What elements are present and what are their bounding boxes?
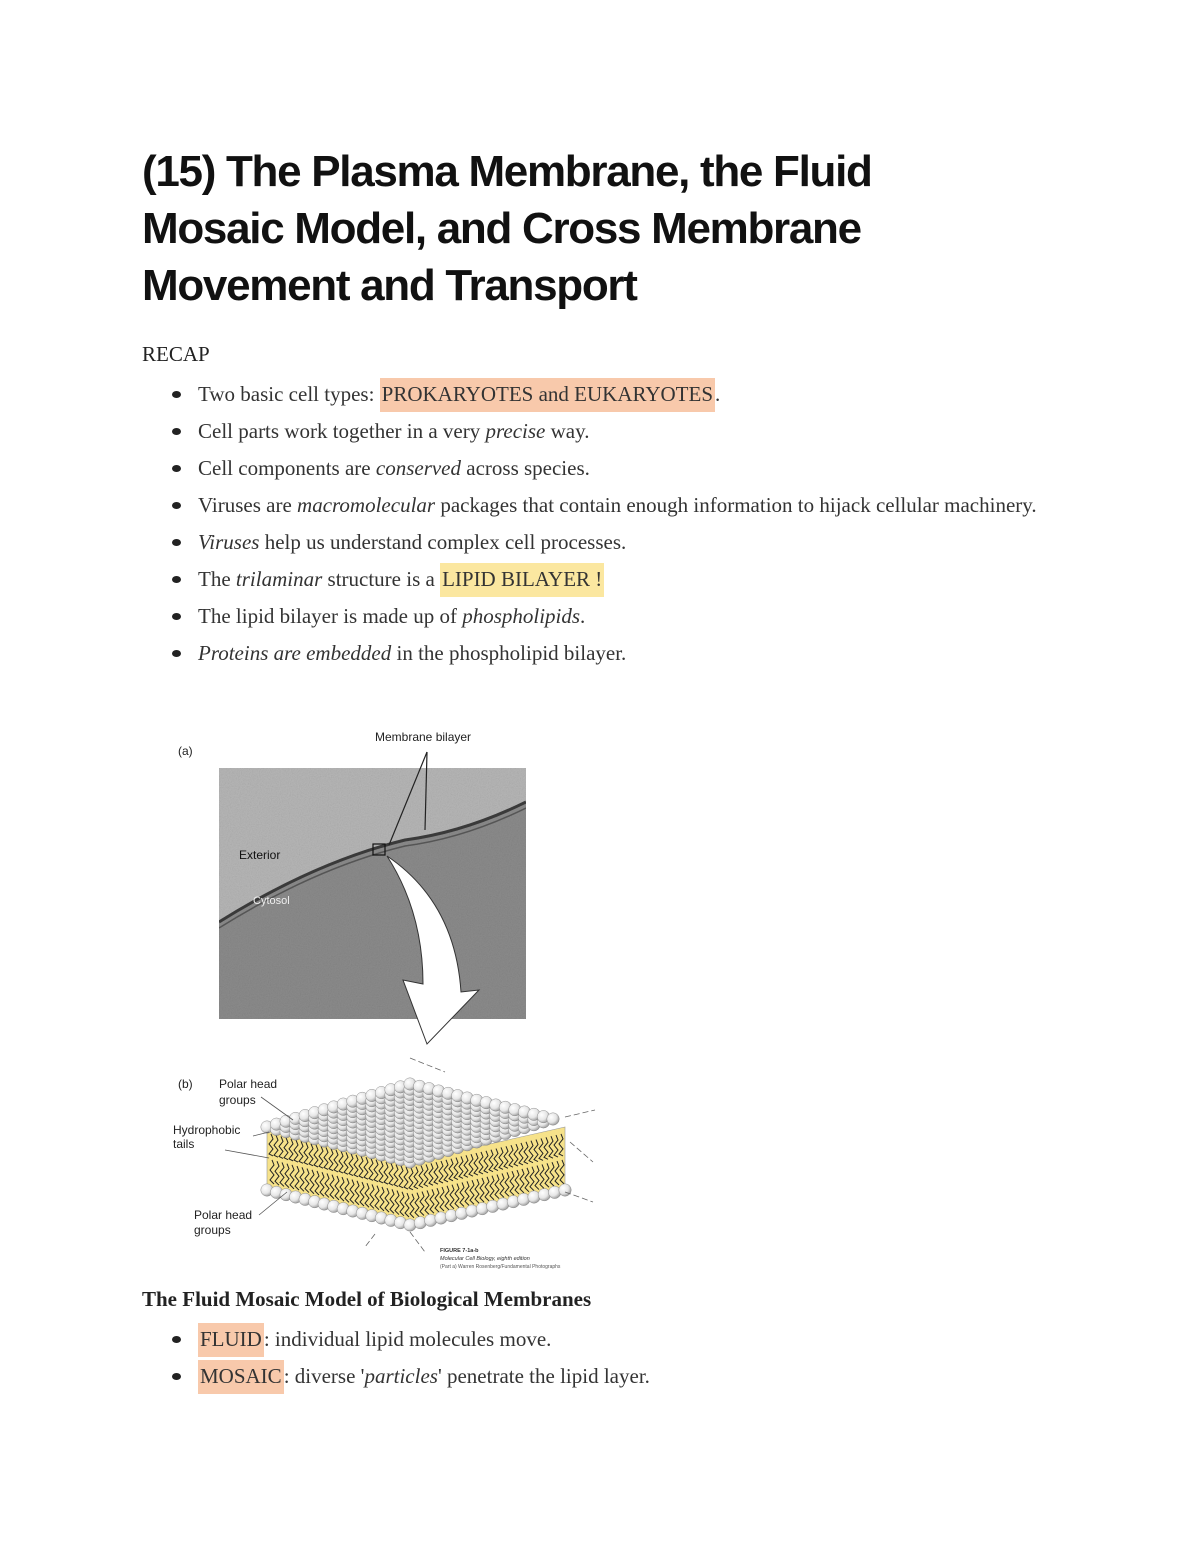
emphasis-text: conserved [375,456,462,480]
list-item-text: : diverse ' [283,1364,365,1388]
list-item-text: Cell components are [198,456,376,480]
list-item [198,524,1058,561]
list-item-text: packages that contain enough information to hijack cellular machinery. [435,493,1037,517]
list-item-text: in the phospholipid bilayer. [391,641,627,665]
highlight-lipid-bilayer: LIPID BILAYER ! [440,563,604,597]
list-item-text: Cell parts work together in a very [198,419,486,443]
figure-caption-1: FIGURE 7-1a-b [440,1248,479,1254]
membrane-bilayer-label: Membrane bilayer [375,730,472,744]
bilayer-block [261,1078,571,1231]
list-item [198,561,1058,598]
title-line-3: Movement and Transport [142,261,637,310]
list-item [198,635,1058,672]
label-a: (a) [178,744,193,758]
list-item [198,450,1058,487]
polar-head-top-label: Polar head [219,1077,278,1091]
page-title [142,143,1042,314]
section-heading: The Fluid Mosaic Model of Biological Membranes [142,1287,592,1311]
emphasis-text: precise [485,419,546,443]
list-item-text: structure is a [322,567,441,591]
highlight-mosaic: MOSAIC [198,1360,284,1394]
list-item-text: . [715,382,721,406]
list-item [198,413,1058,450]
emphasis-text: particles [364,1364,438,1388]
emphasis-text: Viruses [198,530,260,554]
highlight-fluid: FLUID [198,1323,264,1357]
list-item-text: The lipid bilayer is made up of [198,604,463,628]
list-item-text: Viruses are [198,493,298,517]
polar-head-bottom-label-2: groups [194,1223,231,1237]
list-item-text: ' penetrate the lipid layer. [437,1364,650,1388]
polar-head-bottom-label: Polar head [194,1208,253,1222]
title-line-2: Mosaic Model, and Cross Membrane [142,204,861,253]
fluid-mosaic-list [198,1321,1058,1395]
exterior-label: Exterior [239,848,281,862]
lipid-head [559,1184,571,1196]
list-item-text: across species. [461,456,590,480]
list-item-text: help us understand complex cell processes. [259,530,627,554]
label-b: (b) [178,1077,193,1091]
list-item-text: way. [545,419,590,443]
emphasis-text: macromolecular [297,493,436,517]
membrane-figure [165,722,605,1282]
figure-caption-2: Molecular Cell Biology, eighth edition [440,1256,530,1262]
highlight-cell-types: PROKARYOTES and EUKARYOTES [380,378,715,412]
polar-head-top-label-2: groups [219,1093,256,1107]
title-line-1: (15) The Plasma Membrane, the Fluid [142,147,872,196]
hydrophobic-label-2: tails [173,1137,195,1151]
list-item [198,487,1058,524]
list-item [198,1358,1058,1395]
cytosol-label: Cytosol [253,895,290,907]
list-item-text: : individual lipid molecules move. [263,1327,552,1351]
recap-list [198,376,1058,672]
emphasis-text: trilaminar [235,567,323,591]
emphasis-text: phospholipids [462,604,581,628]
list-item-text: Two basic cell types: [198,382,380,406]
emphasis-text: Proteins are embedded [198,641,392,665]
list-item [198,1321,1058,1358]
list-item-text: The [198,567,236,591]
recap-heading: RECAP [142,342,210,366]
list-item-text: . [580,604,586,628]
micrograph [219,768,526,1019]
list-item [198,376,1058,413]
list-item [198,598,1058,635]
hydrophobic-label: Hydrophobic [173,1123,241,1137]
lipid-head [547,1113,559,1125]
figure-caption-3: (Part a) Warren Rosenberg/Fundamental Photographs [440,1264,561,1270]
